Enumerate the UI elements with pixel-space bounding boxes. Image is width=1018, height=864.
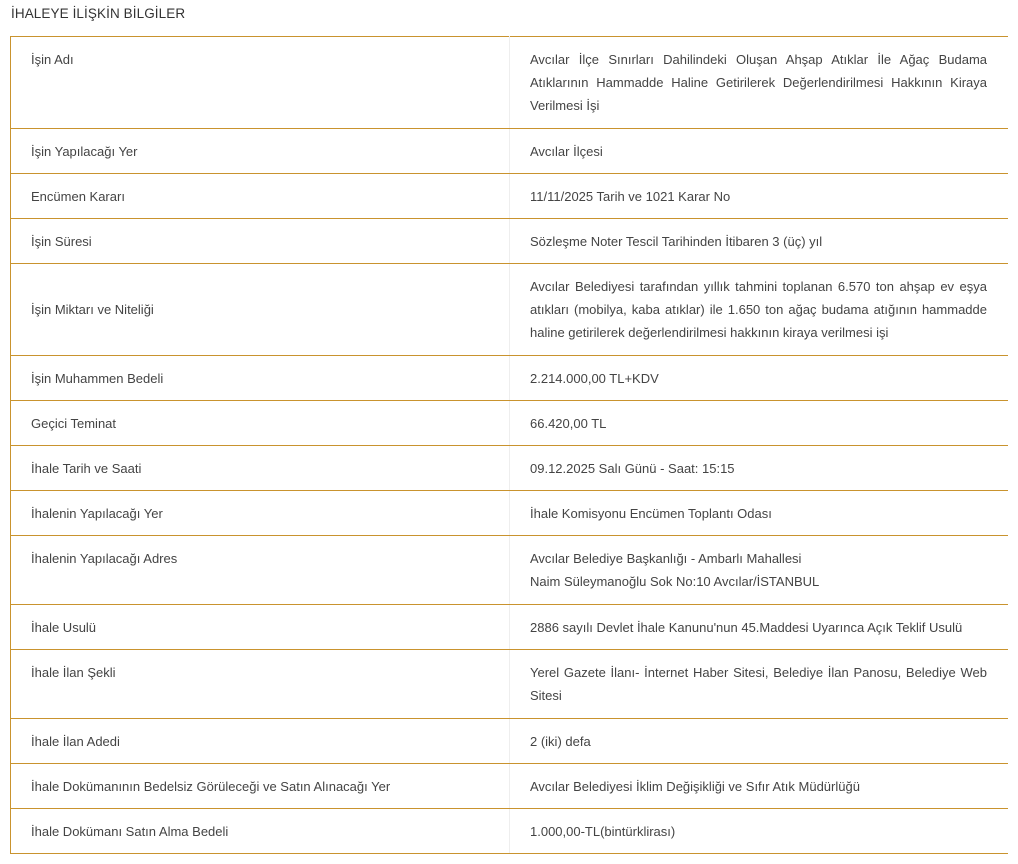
table-row [11,809,1009,854]
row-label: İhale İlan Şekli [11,650,510,719]
table-row [11,37,1009,129]
table-row [11,129,1009,174]
row-value: 11/11/2025 Tarih ve 1021 Karar No [510,174,1009,219]
table-row [11,219,1009,264]
row-label: İhalenin Yapılacağı Yer [11,491,510,536]
table-row [11,401,1009,446]
row-value: Sözleşme Noter Tescil Tarihinden İtibaren 3 (üç) yıl [510,219,1009,264]
row-label: İhale Tarih ve Saati [11,446,510,491]
table-row [11,446,1009,491]
table-row [11,356,1009,401]
row-label: İhale İlan Adedi [11,719,510,764]
tender-info-table [10,36,1008,854]
table-row [11,536,1009,605]
row-value: Avcılar İlçesi [510,129,1009,174]
section-title: İHALEYE İLİŞKİN BİLGİLER [11,6,186,21]
row-label: İşin Süresi [11,219,510,264]
row-label: İhale Dokümanının Bedelsiz Görüleceği ve Satın Alınacağı Yer [11,764,510,809]
row-value: Yerel Gazete İlanı- İnternet Haber Sitesi, Belediye İlan Panosu, Belediye Web Sitesi [510,650,1009,719]
table-row [11,605,1009,650]
address-line-2: Naim Süleymanoğlu Sok No:10 Avcılar/İSTANBUL [530,574,820,589]
table-row [11,764,1009,809]
row-label: Encümen Kararı [11,174,510,219]
row-label: İşin Adı [11,37,510,129]
row-value: Avcılar Belediyesi tarafından yıllık tahmini toplanan 6.570 ton ahşap ev eşya atıkları (mobilya, kaba atıklar) ile 1.650 ton ağaç budama atığının hammadde haline getirilerek değerlendirilmesi hakkının kiraya verilmesi işi [510,264,1009,356]
row-value: Avcılar Belediyesi İklim Değişikliği ve Sıfır Atık Müdürlüğü [510,764,1009,809]
row-value: 66.420,00 TL [510,401,1009,446]
table-row [11,491,1009,536]
row-label: İhalenin Yapılacağı Adres [11,536,510,605]
row-value: Avcılar İlçe Sınırları Dahilindeki Oluşan Ahşap Atıklar İle Ağaç Budama Atıklarının Hammadde Haline Getirilerek Değerlendirilmesi Hakkının Kiraya Verilmesi İşi [510,37,1009,129]
row-label: İşin Yapılacağı Yer [11,129,510,174]
row-value: İhale Komisyonu Encümen Toplantı Odası [510,491,1009,536]
address-line-1: Avcılar Belediye Başkanlığı - Ambarlı Mahallesi [530,551,802,566]
table-row [11,650,1009,719]
row-value: 2.214.000,00 TL+KDV [510,356,1009,401]
table-row [11,719,1009,764]
row-value: 2886 sayılı Devlet İhale Kanunu'nun 45.Maddesi Uyarınca Açık Teklif Usulü [510,605,1009,650]
table-row [11,264,1009,356]
row-label: Geçici Teminat [11,401,510,446]
row-label: İşin Muhammen Bedeli [11,356,510,401]
row-value: 2 (iki) defa [510,719,1009,764]
row-label: İşin Miktarı ve Niteliği [11,264,510,356]
row-value: 1.000,00-TL(bintürklirası) [510,809,1009,854]
table-row [11,174,1009,219]
row-label: İhale Usulü [11,605,510,650]
row-label: İhale Dokümanı Satın Alma Bedeli [11,809,510,854]
row-value: 09.12.2025 Salı Günü - Saat: 15:15 [510,446,1009,491]
row-value [510,536,1009,605]
